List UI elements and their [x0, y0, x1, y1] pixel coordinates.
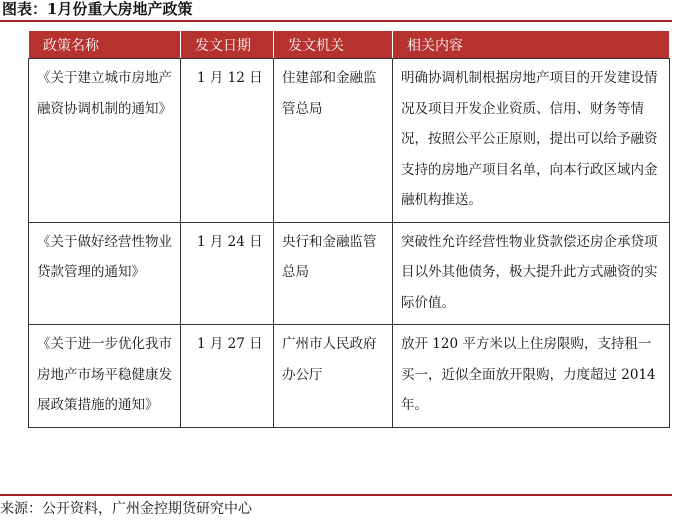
figure-title-bar [0, 0, 672, 22]
header-policy-name: 政策名称 [29, 31, 181, 59]
issue-date-cell: 1 月 12 日 [181, 59, 274, 223]
issuing-authority-cell: 央行和金融监管总局 [274, 222, 393, 325]
issue-date-cell: 1 月 27 日 [181, 325, 274, 428]
related-content-cell: 突破性允许经营性物业贷款偿还房企承贷项目以外其他债务，极大提升此方式融资的实际价值。 [393, 222, 670, 325]
issue-date-cell: 1 月 24 日 [181, 222, 274, 325]
policy-name-cell: 《关于建立城市房地产融资协调机制的通知》 [29, 59, 181, 223]
table-row [29, 59, 670, 223]
header-issue-date: 发文日期 [181, 31, 274, 59]
header-issuing-authority: 发文机关 [274, 31, 393, 59]
figure-title: 图表：1月份重大房地产政策 [2, 0, 193, 18]
issuing-authority-cell: 广州市人民政府办公厅 [274, 325, 393, 428]
related-content-cell: 明确协调机制根据房地产项目的开发建设情况及项目开发企业资质、信用、财务等情况，按照公平公正原则，提出可以给予融资支持的房地产项目名单，向本行政区域内金融机构推送。 [393, 59, 670, 223]
table-row [29, 222, 670, 325]
related-content-cell: 放开 120 平方米以上住房限购，支持租一买一，近似全面放开限购，力度超过 2014 年。 [393, 325, 670, 428]
table-header-row [29, 31, 670, 59]
policy-name-cell: 《关于进一步优化我市房地产市场平稳健康发展政策措施的通知》 [29, 325, 181, 428]
policy-table [28, 30, 670, 428]
header-related-content: 相关内容 [393, 31, 670, 59]
table-row [29, 325, 670, 428]
policy-name-cell: 《关于做好经营性物业贷款管理的通知》 [29, 222, 181, 325]
issuing-authority-cell: 住建部和金融监管总局 [274, 59, 393, 223]
source-note: 来源：公开资料，广州金控期货研究中心 [0, 494, 672, 519]
